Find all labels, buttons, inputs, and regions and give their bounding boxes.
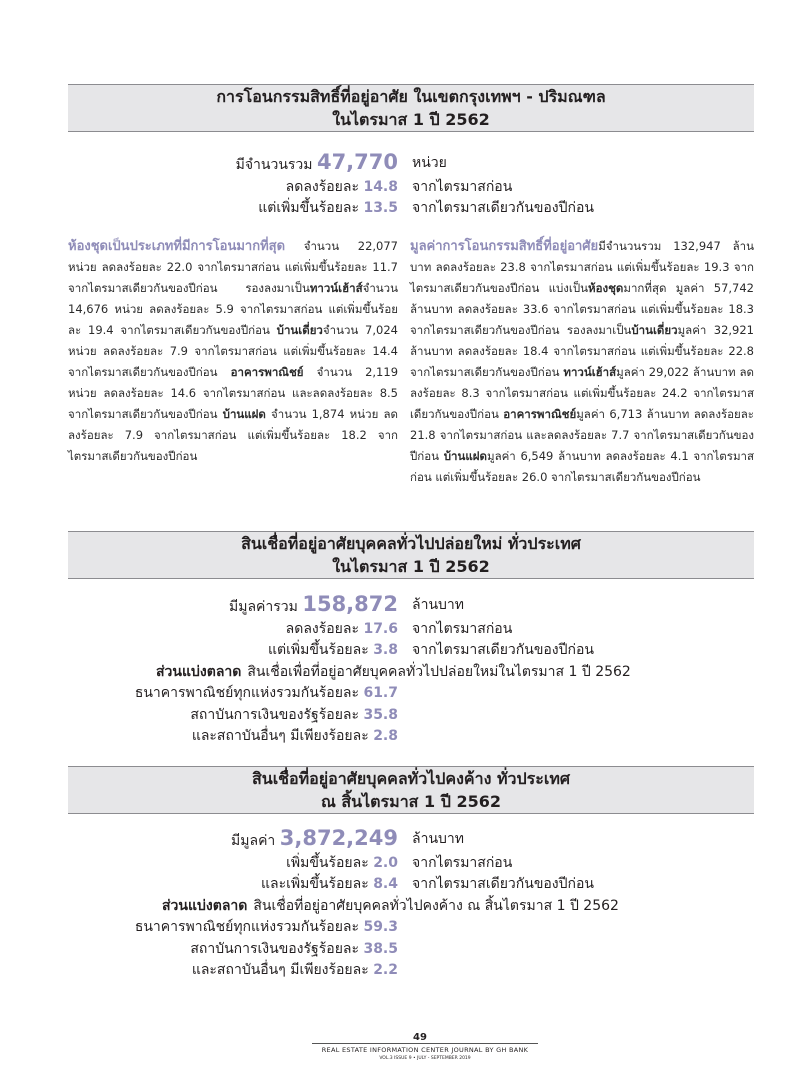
section3-header	[68, 766, 754, 814]
left-bold: บ้านแฝด	[222, 407, 266, 421]
change-value: 13.5	[363, 200, 398, 217]
right-text: มากที่สุด มูลค่า 57,742 ล้านบาท ลดลงร้อยละ 33.6 จากไตรมาสก่อน แต่เพิ่มขึ้นร้อยละ 18.3 จากไตรมาสเดียวกันของปีก่อน รองลงมาเป็น	[410, 281, 754, 337]
share-label: สถาบันการเงินของรัฐร้อยละ	[190, 706, 359, 723]
right-bold: อาคารพาณิชย์	[503, 407, 577, 421]
share-label: และสถาบันอื่นๆ มีเพียงร้อยละ	[191, 728, 369, 745]
share-label: ธนาคารพาณิชย์ทุกแห่งรวมกันร้อยละ	[134, 685, 359, 702]
left-text: จำนวน 7,024 หน่วย ลดลงร้อยละ 7.9 จากไตรมาสก่อน แต่เพิ่มขึ้นร้อยละ 14.4 จากไตรมาสเดียวกันของปีก่อน	[68, 323, 398, 379]
section1-title-line1: การโอนกรรมสิทธิ์ที่อยู่อาศัย ในเขตกรุงเทพฯ - ปริมณฑล	[216, 87, 606, 106]
change-text: จากไตรมาสเดียวกันของปีก่อน	[412, 876, 594, 893]
change-value: 17.6	[363, 620, 398, 637]
section2-share-row	[68, 704, 754, 726]
right-text: มูลค่า 32,921 ล้านบาท ลดลงร้อยละ 18.4 จากไตรมาสก่อน แต่เพิ่มขึ้นร้อยละ 22.8 จากไตรมาสเดียวกันของปีก่อน	[410, 323, 754, 379]
right-bold: บ้านแฝด	[443, 449, 487, 463]
change-text: จากไตรมาสก่อน	[412, 620, 513, 637]
left-column-lead: ห้องชุดเป็นประเภทที่มีการโอนมากที่สุด	[68, 239, 286, 254]
change-value: 8.4	[373, 876, 398, 893]
section2-share-row	[68, 726, 754, 748]
change-label: และเพิ่มขึ้นร้อยละ	[261, 876, 369, 893]
section1-stat-unit: หน่วย	[412, 155, 447, 171]
change-label: ลดลงร้อยละ	[285, 620, 359, 637]
section1-left-column	[68, 236, 398, 467]
market-share-bold: ส่วนแบ่งตลาด	[156, 663, 242, 680]
footer-journal-title: REAL ESTATE INFORMATION CENTER JOURNAL BY GH BANK	[321, 1046, 529, 1054]
share-value: 59.3	[363, 919, 398, 936]
change-label: แต่เพิ่มขึ้นร้อยละ	[268, 642, 369, 659]
section3-market-share-heading	[68, 895, 754, 917]
market-share-text: สินเชื่อเพื่อที่อยู่อาศัยบุคคลทั่วไปปล่อยใหม่ในไตรมาส 1 ปี 2562	[247, 663, 631, 680]
section1-change-row	[68, 198, 754, 220]
footer-issue: VOL.3 ISSUE 9 • JULY - SEPTEMBER 2019	[379, 1056, 471, 1061]
section3-change-row	[68, 852, 754, 874]
section2-stat-unit: ล้านบาท	[412, 597, 464, 613]
section2-title-line1: สินเชื่อที่อยู่อาศัยบุคคลทั่วไปปล่อยใหม่ ทั่วประเทศ	[241, 534, 581, 553]
change-label: ลดลงร้อยละ	[285, 178, 359, 195]
section2-header	[68, 531, 754, 579]
share-value: 2.2	[373, 962, 398, 979]
change-value: 14.8	[363, 178, 398, 195]
section1-title-line2: ในไตรมาส 1 ปี 2562	[332, 110, 490, 129]
section2-stat-prefix: มีมูลค่ารวม	[229, 599, 298, 615]
market-share-text: สินเชื่อที่อยู่อาศัยบุคคลทั่วไปคงค้าง ณ สิ้นไตรมาส 1 ปี 2562	[253, 897, 619, 914]
section1-change-row	[68, 176, 754, 198]
section3-stat-prefix: มีมูลค่า	[231, 833, 276, 849]
section2-total-row	[68, 592, 754, 618]
share-value: 35.8	[363, 706, 398, 723]
section3-share-row	[68, 960, 754, 982]
section2-share-row	[68, 683, 754, 705]
right-bold: ห้องชุด	[588, 281, 624, 295]
change-text: จากไตรมาสก่อน	[412, 854, 513, 871]
section3-share-row	[68, 917, 754, 939]
section1-stats	[68, 150, 754, 219]
right-bold: ทาวน์เฮ้าส์	[563, 365, 617, 379]
section3-title-line2: ณ สิ้นไตรมาส 1 ปี 2562	[321, 792, 501, 811]
change-text: จากไตรมาสเดียวกันของปีก่อน	[412, 642, 594, 659]
share-value: 61.7	[363, 685, 398, 702]
section2-title-line2: ในไตรมาส 1 ปี 2562	[332, 557, 490, 576]
section2-change-row	[68, 640, 754, 662]
section3-stat-value: 3,872,249	[279, 826, 398, 850]
section1-stat-prefix: มีจำนวนรวม	[235, 157, 313, 173]
section3-stat-unit: ล้านบาท	[412, 831, 464, 847]
section3-change-row	[68, 874, 754, 896]
share-value: 2.8	[373, 728, 398, 745]
share-label: ธนาคารพาณิชย์ทุกแห่งรวมกันร้อยละ	[134, 919, 359, 936]
left-text: จำนวน 2,119 หน่วย ลดลงร้อยละ 14.6 จากไตรมาสก่อน และลดลงร้อยละ 8.5 จากไตรมาสเดียวกันของปีก่อน	[68, 365, 399, 421]
right-text: มูลค่า 6,549 ล้านบาท ลดลงร้อยละ 4.1 จากไตรมาสก่อน แต่เพิ่มขึ้นร้อยละ 26.0 จากไตรมาสเดียวกันของปีก่อน	[410, 449, 755, 484]
section2-stats	[68, 592, 754, 747]
change-value: 3.8	[373, 642, 398, 659]
right-column-lead: มูลค่าการโอนกรรมสิทธิ์ที่อยู่อาศัย	[410, 239, 599, 254]
section2-market-share-heading	[68, 661, 754, 683]
right-text: มูลค่า 6,713 ล้านบาท ลดลงร้อยละ 21.8 จากไตรมาสก่อน และลดลงร้อยละ 7.7 จากไตรมาสเดียวกันของปีก่อน	[410, 407, 754, 463]
change-text: จากไตรมาสก่อน	[412, 178, 513, 195]
market-share-bold: ส่วนแบ่งตลาด	[162, 897, 248, 914]
section1-header	[68, 84, 754, 132]
left-bold: บ้านเดี่ยว	[276, 323, 323, 337]
section3-total-row	[68, 826, 754, 852]
section1-right-column	[410, 236, 754, 488]
left-text: จำนวน 1,874 หน่วย ลดลงร้อยละ 7.9 จากไตรมาสก่อน แต่เพิ่มขึ้นร้อยละ 18.2 จากไตรมาสเดียวกันของปีก่อน	[68, 407, 398, 463]
change-value: 2.0	[373, 854, 398, 871]
right-bold: บ้านเดี่ยว	[631, 323, 678, 337]
left-text: จำนวน 14,676 หน่วย ลดลงร้อยละ 5.9 จากไตรมาสก่อน แต่เพิ่มขึ้นร้อยละ 19.4 จากไตรมาสเดียวกันของปีก่อน	[68, 281, 398, 337]
left-bold: ทาวน์เฮ้าส์	[309, 281, 363, 295]
left-bold: อาคารพาณิชย์	[230, 365, 304, 379]
section3-stats	[68, 826, 754, 981]
section2-stat-value: 158,872	[302, 592, 398, 616]
section3-title-line1: สินเชื่อที่อยู่อาศัยบุคคลทั่วไปคงค้าง ทั่วประเทศ	[251, 769, 571, 788]
share-value: 38.5	[363, 940, 398, 957]
right-text: มูลค่า 29,022 ล้านบาท ลดลงร้อยละ 8.3 จากไตรมาสก่อน แต่เพิ่มขึ้นร้อยละ 24.2 จากไตรมาสเดียวกันของปีก่อน	[410, 365, 755, 421]
share-label: สถาบันการเงินของรัฐร้อยละ	[190, 940, 359, 957]
left-text: จำนวน 22,077 หน่วย ลดลงร้อยละ 22.0 จากไตรมาสก่อน แต่เพิ่มขึ้นร้อยละ 11.7 จากไตรมาสเดียวกันของปีก่อน รองลงมาเป็น	[68, 239, 398, 295]
section1-total-row	[68, 150, 754, 176]
change-text: จากไตรมาสเดียวกันของปีก่อน	[412, 200, 594, 217]
right-text: มีจำนวนรวม 132,947 ล้านบาท ลดลงร้อยละ 23.8 จากไตรมาสก่อน แต่เพิ่มขึ้นร้อยละ 19.3 จากไตรมาสเดียวกันของปีก่อน แบ่งเป็น	[410, 239, 754, 295]
section3-share-row	[68, 938, 754, 960]
page-number: 49	[413, 1032, 427, 1043]
share-label: และสถาบันอื่นๆ มีเพียงร้อยละ	[191, 962, 369, 979]
footer-divider	[312, 1043, 538, 1044]
change-label: แต่เพิ่มขึ้นร้อยละ	[258, 200, 359, 217]
section1-stat-value: 47,770	[316, 150, 398, 174]
change-label: เพิ่มขึ้นร้อยละ	[286, 854, 369, 871]
section2-change-row	[68, 618, 754, 640]
